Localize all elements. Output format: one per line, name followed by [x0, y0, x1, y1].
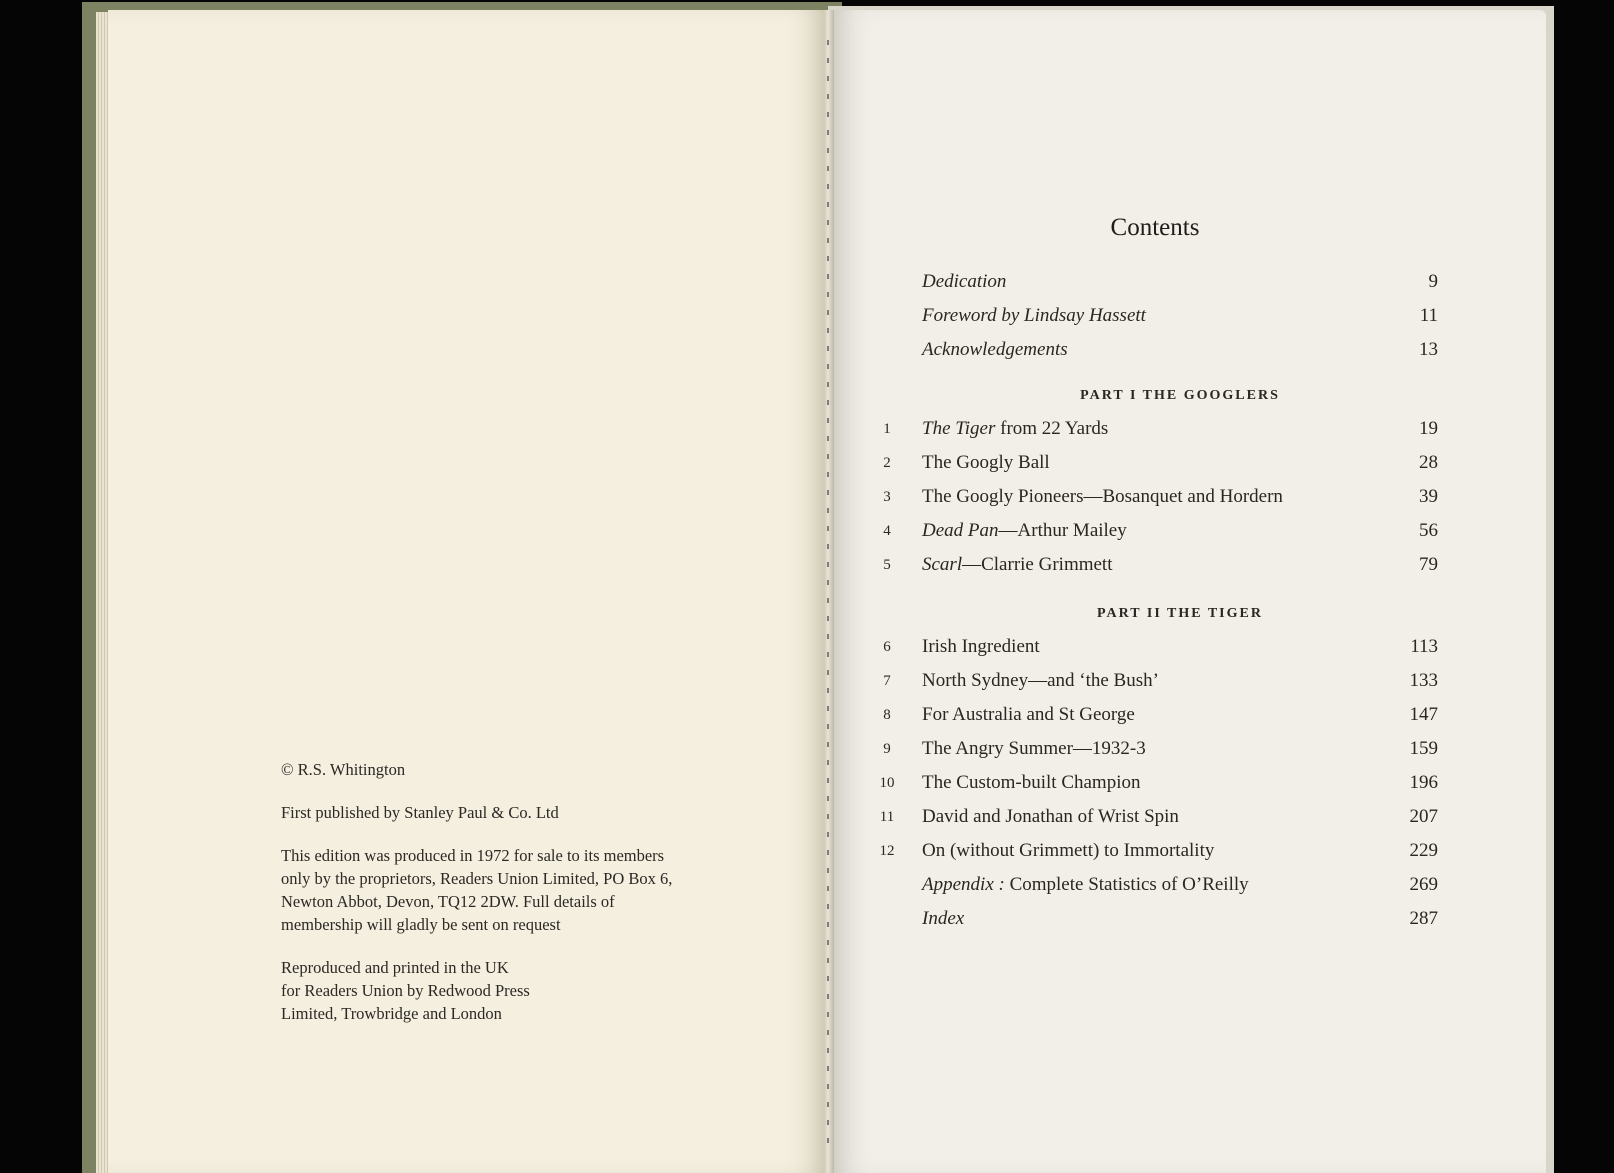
toc-entry — [872, 870, 1438, 900]
toc-title: The Tiger from 22 Yards — [922, 418, 1109, 439]
toc-entry — [872, 482, 1438, 512]
toc-title: The Googly Ball — [922, 452, 1050, 473]
toc-page-number: 207 — [1409, 806, 1438, 827]
toc-entry — [872, 904, 1438, 934]
toc-entry — [872, 768, 1438, 798]
toc-page-number: 147 — [1409, 704, 1438, 725]
toc-entry — [872, 516, 1438, 546]
part-heading: PART II THE TIGER — [1097, 606, 1263, 621]
edition-note — [281, 844, 751, 936]
toc-title: Dead Pan—Arthur Mailey — [922, 520, 1127, 541]
chapter-number: 4 — [883, 523, 891, 539]
chapter-number: 11 — [879, 809, 895, 825]
toc-title: Index — [922, 908, 965, 929]
toc-entry — [872, 802, 1438, 832]
toc-title: Appendix : Complete Statistics of O’Reilly — [922, 874, 1249, 895]
book-gutter — [824, 10, 834, 1173]
part-heading: PART I THE GOOGLERS — [1080, 388, 1280, 403]
printer-line: Limited, Trowbridge and London — [281, 1004, 502, 1023]
toc-page-number: 287 — [1409, 908, 1438, 929]
toc-entry — [872, 301, 1438, 331]
toc-entry — [872, 550, 1438, 580]
toc-entry — [872, 448, 1438, 478]
edition-line: membership will gladly be sent on request — [281, 915, 561, 934]
toc-title: Irish Ingredient — [922, 636, 1040, 657]
toc-entry — [872, 267, 1438, 297]
edition-line: Newton Abbot, Devon, TQ12 2DW. Full details of — [281, 892, 615, 911]
toc-title: Acknowledgements — [922, 339, 1068, 360]
right-page — [834, 10, 1546, 1173]
toc-title: The Custom-built Champion — [922, 772, 1141, 793]
toc-entry — [872, 335, 1438, 365]
printer-note — [281, 956, 751, 1025]
toc-entry — [872, 666, 1438, 696]
toc-page-number: 9 — [1428, 271, 1438, 292]
chapter-number: 6 — [883, 639, 891, 655]
toc-page-number: 229 — [1409, 840, 1438, 861]
toc-title: Dedication — [922, 271, 1007, 292]
imprint-block — [281, 758, 751, 1025]
toc-page-number: 56 — [1419, 520, 1438, 541]
toc-title: The Angry Summer—1932-3 — [922, 738, 1146, 759]
chapter-number: 12 — [879, 843, 895, 859]
toc-page-number: 269 — [1409, 874, 1438, 895]
toc-entry — [872, 700, 1438, 730]
toc-page-number: 13 — [1419, 339, 1438, 360]
chapter-number: 7 — [883, 673, 891, 689]
toc-title: The Googly Pioneers—Bosanquet and Hordern — [922, 486, 1283, 507]
toc-title: For Australia and St George — [922, 704, 1135, 725]
toc-page-number: 196 — [1409, 772, 1438, 793]
toc-page-number: 159 — [1409, 738, 1438, 759]
toc-title: North Sydney—and ‘the Bush’ — [922, 670, 1159, 691]
toc-entry — [872, 836, 1438, 866]
toc-page-number: 39 — [1419, 486, 1438, 507]
chapter-number: 3 — [883, 489, 891, 505]
chapter-number: 8 — [883, 707, 891, 723]
toc-page-number: 11 — [1419, 305, 1438, 326]
toc-entry — [872, 414, 1438, 444]
binding-stitch — [827, 40, 829, 1150]
toc-page-number: 133 — [1409, 670, 1438, 691]
chapter-number: 10 — [879, 775, 895, 791]
copyright-line: © R.S. Whitington — [281, 760, 406, 779]
chapter-number: 5 — [883, 557, 891, 573]
chapter-number: 9 — [883, 741, 891, 757]
edition-line: only by the proprietors, Readers Union Limited, PO Box 6, — [281, 869, 673, 888]
toc-title: Scarl—Clarrie Grimmett — [922, 554, 1113, 575]
toc-title: On (without Grimmett) to Immortality — [922, 840, 1215, 861]
chapter-number: 2 — [883, 455, 891, 471]
printer-line: Reproduced and printed in the UK — [281, 958, 509, 977]
toc-entry — [872, 734, 1438, 764]
printer-line: for Readers Union by Redwood Press — [281, 981, 530, 1000]
edition-line: This edition was produced in 1972 for sale to its members — [281, 846, 665, 865]
toc-page-number: 113 — [1410, 636, 1438, 657]
toc-entry — [872, 632, 1438, 662]
toc-page-number: 28 — [1419, 452, 1438, 473]
toc-page-number: 79 — [1419, 554, 1438, 575]
toc-title: Foreword by Lindsay Hassett — [922, 305, 1146, 326]
toc-title: David and Jonathan of Wrist Spin — [922, 806, 1179, 827]
contents-title: Contents — [1110, 214, 1200, 241]
first-published-line: First published by Stanley Paul & Co. Ltd — [281, 803, 559, 822]
chapter-number: 1 — [883, 421, 891, 437]
toc-page-number: 19 — [1419, 418, 1438, 439]
